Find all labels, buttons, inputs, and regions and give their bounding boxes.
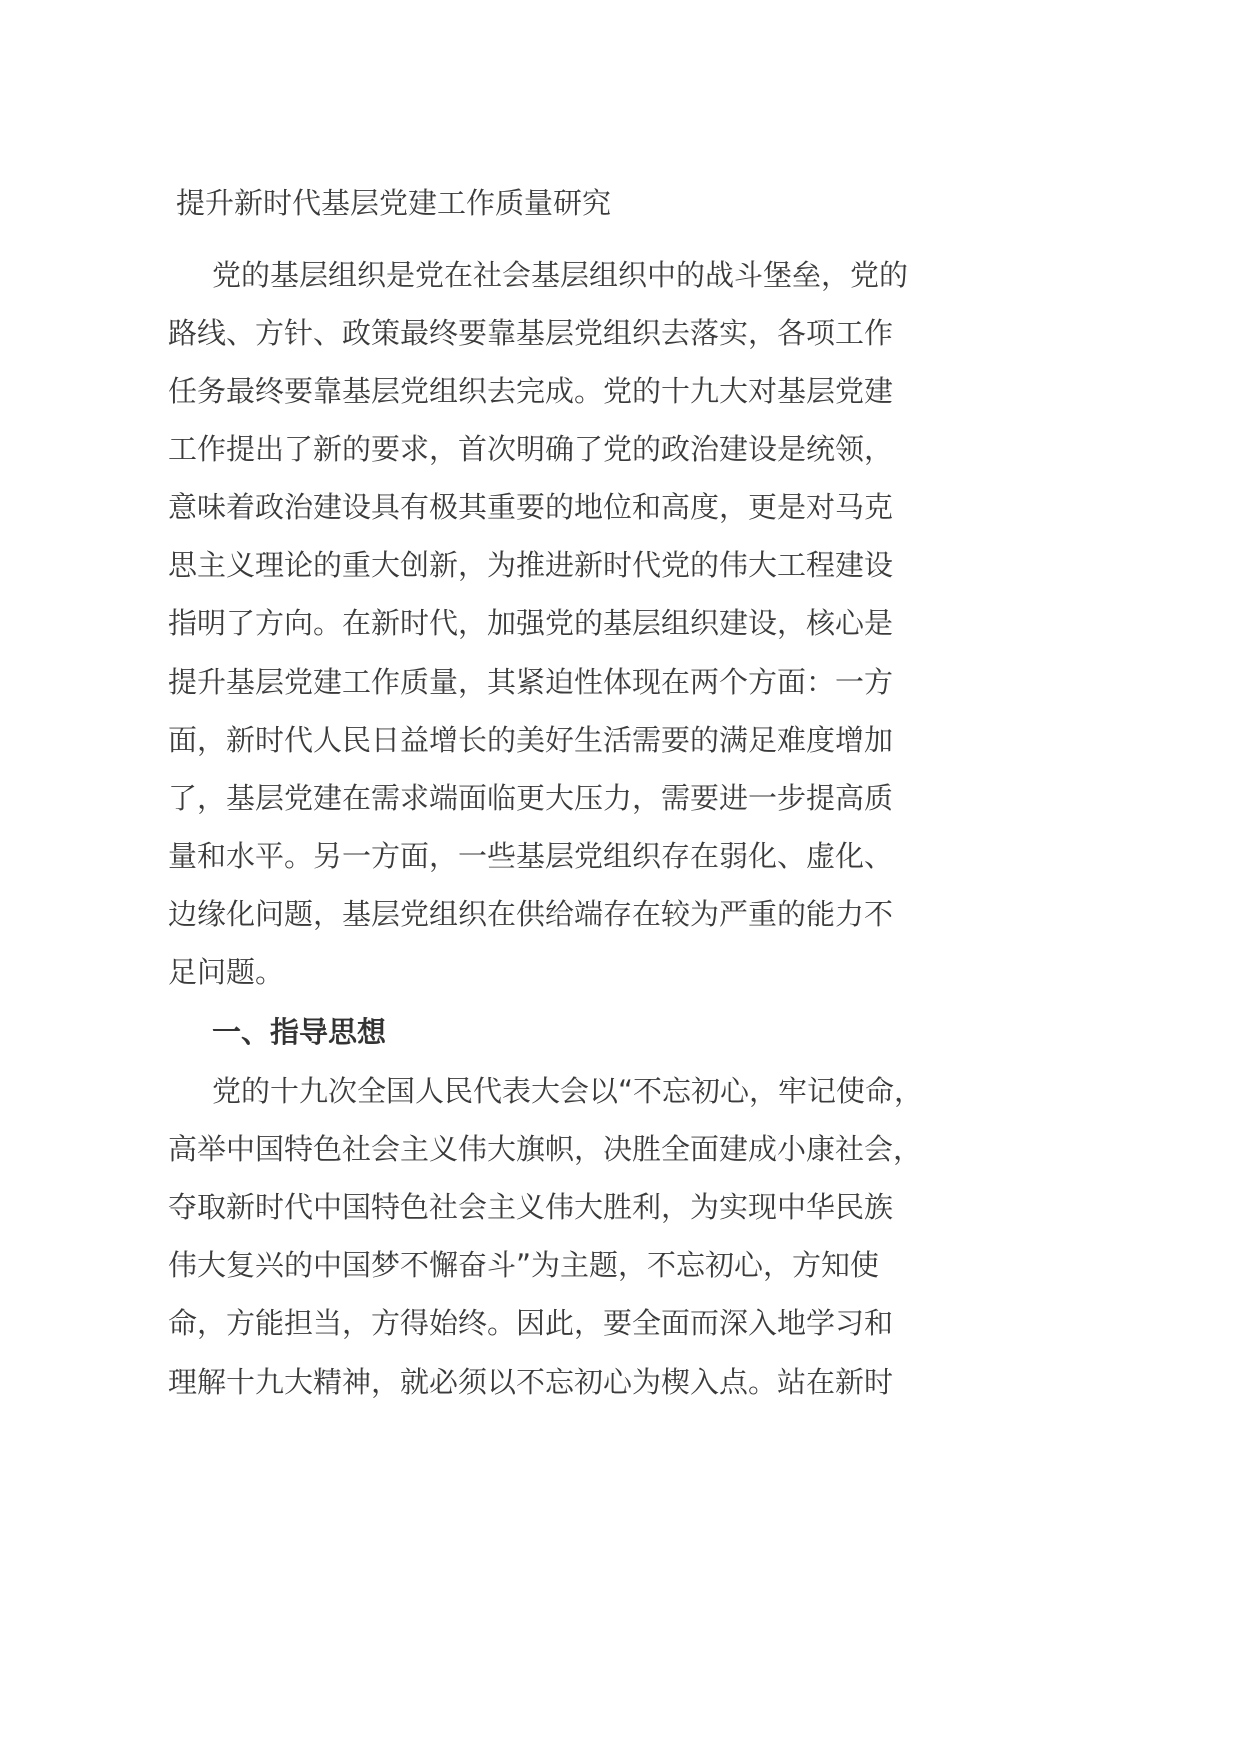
paragraph-line: 任务最终要靠基层党组织去完成。党的十九大对基层党建 (168, 374, 894, 408)
paragraph-line: 面，新时代人民日益增长的美好生活需要的满足难度增加 (168, 723, 894, 757)
paragraph-line: 工作提出了新的要求，首次明确了党的政治建设是统领， (168, 432, 894, 466)
paragraph-line: 命，方能担当，方得始终。因此，要全面而深入地学习和 (168, 1306, 894, 1340)
paragraph-line: 党的十九次全国人民代表大会以“不忘初心，牢记使命， (212, 1074, 924, 1108)
paragraph-line: 了，基层党建在需求端面临更大压力，需要进一步提高质 (168, 781, 894, 815)
paragraph-line: 边缘化问题，基层党组织在供给端存在较为严重的能力不 (168, 897, 894, 931)
paragraph-line: 指明了方向。在新时代，加强党的基层组织建设，核心是 (168, 606, 894, 640)
paragraph-line: 思主义理论的重大创新，为推进新时代党的伟大工程建设 (168, 548, 894, 582)
paragraph-line: 高举中国特色社会主义伟大旗帜，决胜全面建成小康社会， (168, 1132, 923, 1166)
paragraph-line: 量和水平。另一方面，一些基层党组织存在弱化、虚化、 (168, 839, 894, 873)
paragraph-line: 伟大复兴的中国梦不懈奋斗”为主题，不忘初心，方知使 (168, 1248, 880, 1282)
paragraph-line: 提升基层党建工作质量，其紧迫性体现在两个方面：一方 (168, 665, 894, 699)
document-title: 提升新时代基层党建工作质量研究 (176, 186, 612, 220)
paragraph-line: 意味着政治建设具有极其重要的地位和高度，更是对马克 (168, 490, 894, 524)
paragraph-line: 理解十九大精神，就必须以不忘初心为楔入点。站在新时 (168, 1365, 894, 1399)
paragraph-line: 路线、方针、政策最终要靠基层党组织去落实，各项工作 (168, 316, 894, 350)
paragraph-line: 夺取新时代中国特色社会主义伟大胜利，为实现中华民族 (168, 1190, 894, 1224)
section-heading: 一、指导思想 (212, 1015, 387, 1049)
paragraph-line: 党的基层组织是党在社会基层组织中的战斗堡垒，党的 (212, 258, 909, 292)
paragraph-line: 足问题。 (168, 955, 285, 989)
